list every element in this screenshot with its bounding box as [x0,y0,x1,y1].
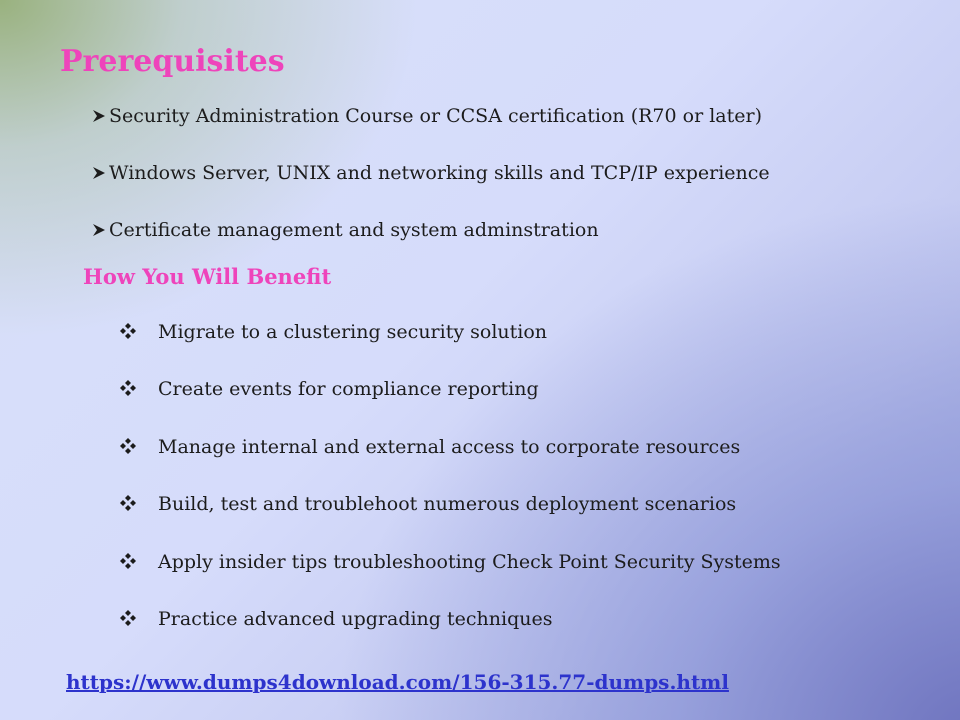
prerequisite-item [92,104,762,128]
four-diamond-bullet-icon [120,610,136,626]
benefit-text: Apply insider tips troubleshooting Check Point Security Systems [158,551,781,573]
prerequisite-item [92,161,770,185]
benefit-item [120,435,740,459]
benefit-text: Migrate to a clustering security solution [158,321,548,343]
arrowhead-bullet-icon [92,166,106,180]
arrowhead-bullet-icon [92,109,106,123]
benefit-item [120,377,539,401]
four-diamond-bullet-icon [120,323,136,339]
four-diamond-bullet-icon [120,438,136,454]
dumps-download-link[interactable]: https://www.dumps4download.com/156-315.77-dumps.html [66,670,729,694]
benefit-item [120,607,552,631]
benefit-item [120,492,736,516]
four-diamond-bullet-icon [120,495,136,511]
benefit-text: Manage internal and external access to corporate resources [158,436,741,458]
benefit-item [120,320,547,344]
benefit-item [120,550,781,574]
benefit-text: Create events for compliance reporting [158,378,539,400]
benefits-heading: How You Will Benefit [83,264,332,289]
benefit-text: Practice advanced upgrading techniques [158,608,553,630]
four-diamond-bullet-icon [120,553,136,569]
page-title: Prerequisites [60,44,285,79]
prerequisite-item [92,218,599,242]
prerequisite-text: Security Administration Course or CCSA certification (R70 or later) [109,105,762,127]
four-diamond-bullet-icon [120,380,136,396]
prerequisite-text: Certificate management and system adminstration [109,219,599,241]
arrowhead-bullet-icon [92,223,106,237]
benefit-text: Build, test and troublehoot numerous deployment scenarios [158,493,737,515]
prerequisite-text: Windows Server, UNIX and networking skills and TCP/IP experience [109,162,770,184]
